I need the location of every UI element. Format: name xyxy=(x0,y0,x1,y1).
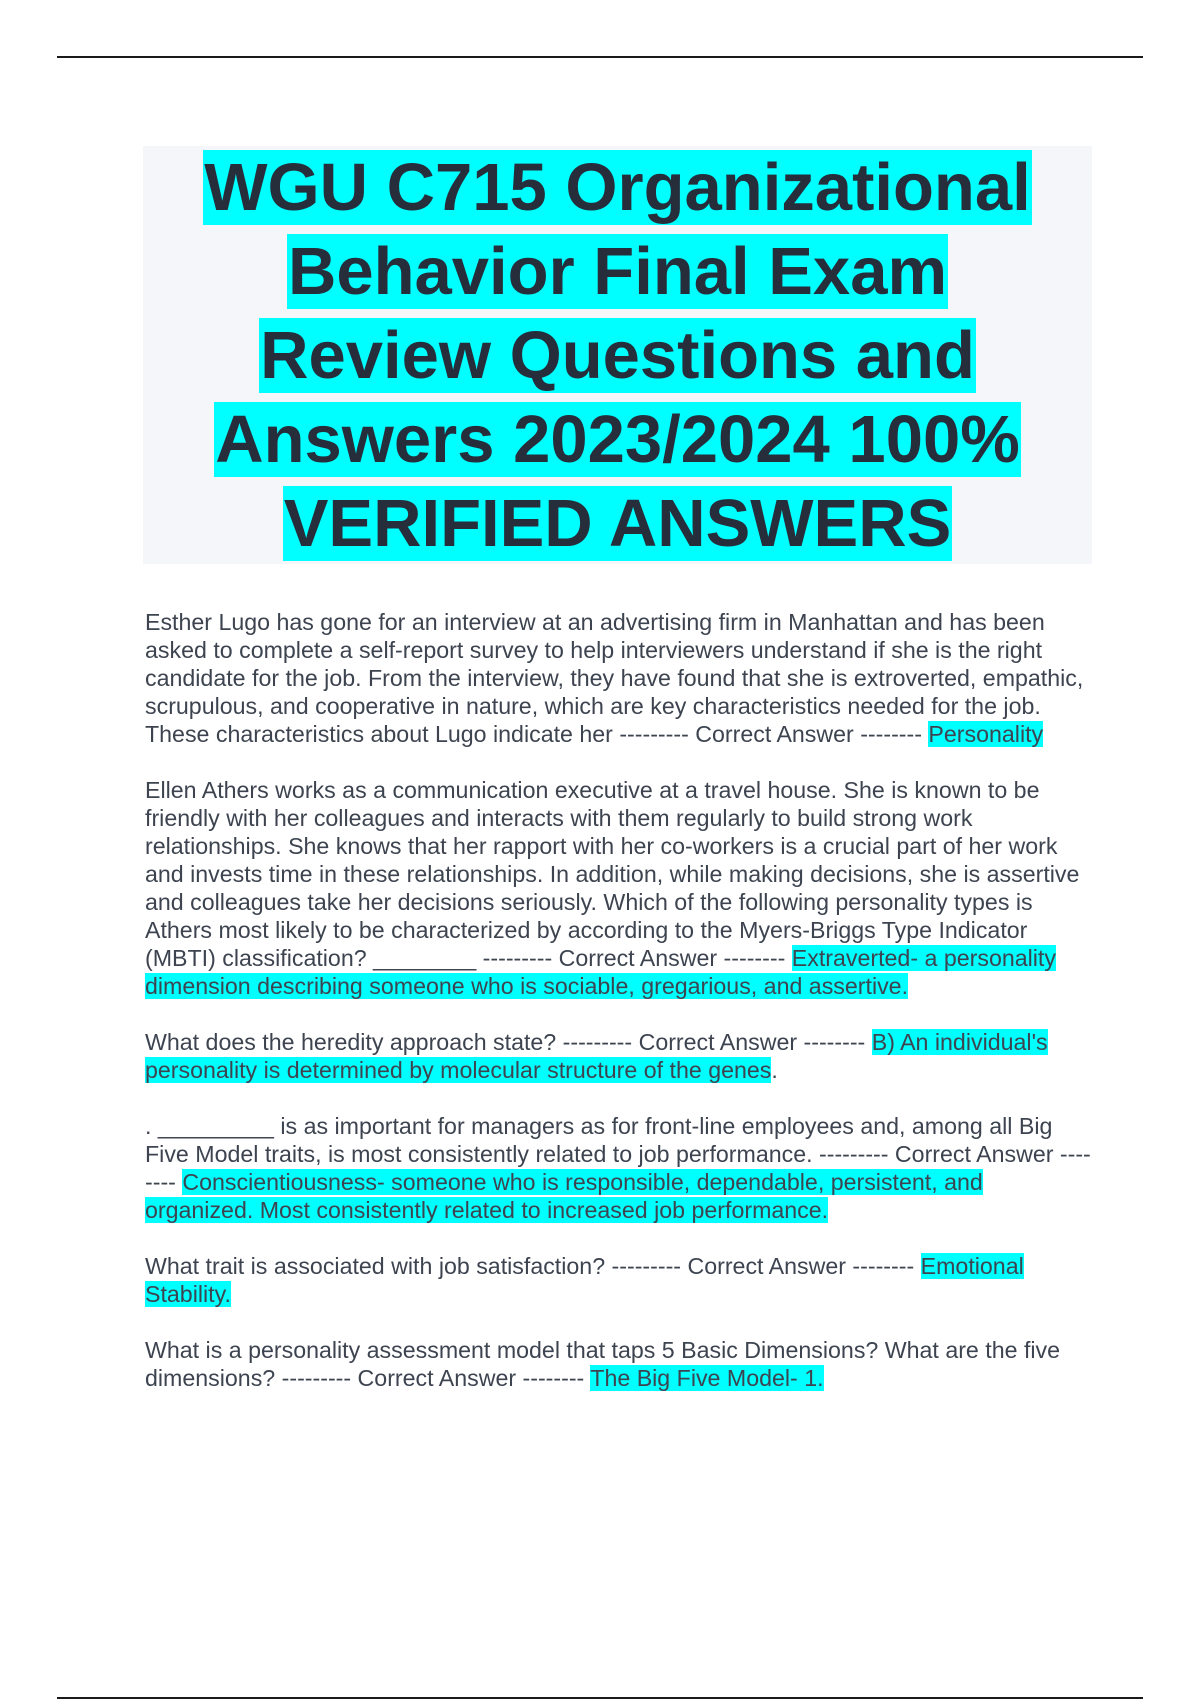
title-line-3: Review Questions and xyxy=(260,318,975,393)
document-title xyxy=(143,146,1092,566)
question-text: Esther Lugo has gone for an interview at an advertising firm in Manhattan and has been asked to complete a self-report survey to help interviewers understand if she is the right candidate for the job. From the interview, they have found that she is extroverted, empathic, scrupulous, and cooperative in nature, which are key characteristics needed for the job. These characteristics about Lugo indicate her --------- Correct Answer -------- xyxy=(145,609,1084,747)
qa-list xyxy=(145,608,1095,1420)
answer-highlight: The Big Five Model- 1. xyxy=(590,1365,824,1391)
answer-highlight: Emotional Stability. xyxy=(145,1253,1024,1307)
qa-item xyxy=(145,1252,1095,1308)
title-line-2: Behavior Final Exam xyxy=(287,234,948,309)
question-text: What trait is associated with job satisfaction? --------- Correct Answer -------- xyxy=(145,1253,921,1279)
answer-highlight: Personality xyxy=(928,721,1044,747)
answer-highlight: Extraverted- a personality dimension describing someone who is sociable, gregarious, and assertive. xyxy=(145,945,1056,999)
answer-suffix: . xyxy=(771,1057,778,1083)
bottom-rule xyxy=(57,1697,1143,1699)
question-text: . _________ is as important for managers as for front-line employees and, among all Big Five Model traits, is most consistently related to job performance. --------- Correct Answer -------- xyxy=(145,1113,1091,1195)
top-rule xyxy=(57,56,1143,58)
question-text: What does the heredity approach state? --------- Correct Answer -------- xyxy=(145,1029,872,1055)
title-line-4: Answers 2023/2024 100% xyxy=(215,402,1020,477)
qa-item xyxy=(145,1028,1095,1084)
answer-highlight: Conscientiousness- someone who is responsible, dependable, persistent, and organized. Most consistently related to increased job performance. xyxy=(145,1169,983,1223)
question-text: Ellen Athers works as a communication executive at a travel house. She is known to be friendly with her colleagues and interacts with them regularly to build strong work relationships. She knows that her rapport with her co-workers is a crucial part of her work and invests time in these relationships. In addition, while making decisions, she is assertive and colleagues take her decisions seriously. Which of the following personality types is Athers most likely to be characterized by according to the Myers-Briggs Type Indicator (MBTI) classification? ________ --------- Correct Answer -------- xyxy=(145,777,1080,971)
qa-item xyxy=(145,776,1095,1000)
qa-item xyxy=(145,1112,1095,1224)
question-text: What is a personality assessment model that taps 5 Basic Dimensions? What are the five dimensions? --------- Correct Answer -------- xyxy=(145,1337,1061,1391)
answer-highlight: B) An individual's personality is determined by molecular structure of the genes xyxy=(145,1029,1048,1083)
title-line-1: WGU C715 Organizational xyxy=(204,150,1031,225)
title-line-5: VERIFIED ANSWERS xyxy=(283,486,952,561)
qa-item xyxy=(145,1336,1095,1392)
qa-item xyxy=(145,608,1095,748)
